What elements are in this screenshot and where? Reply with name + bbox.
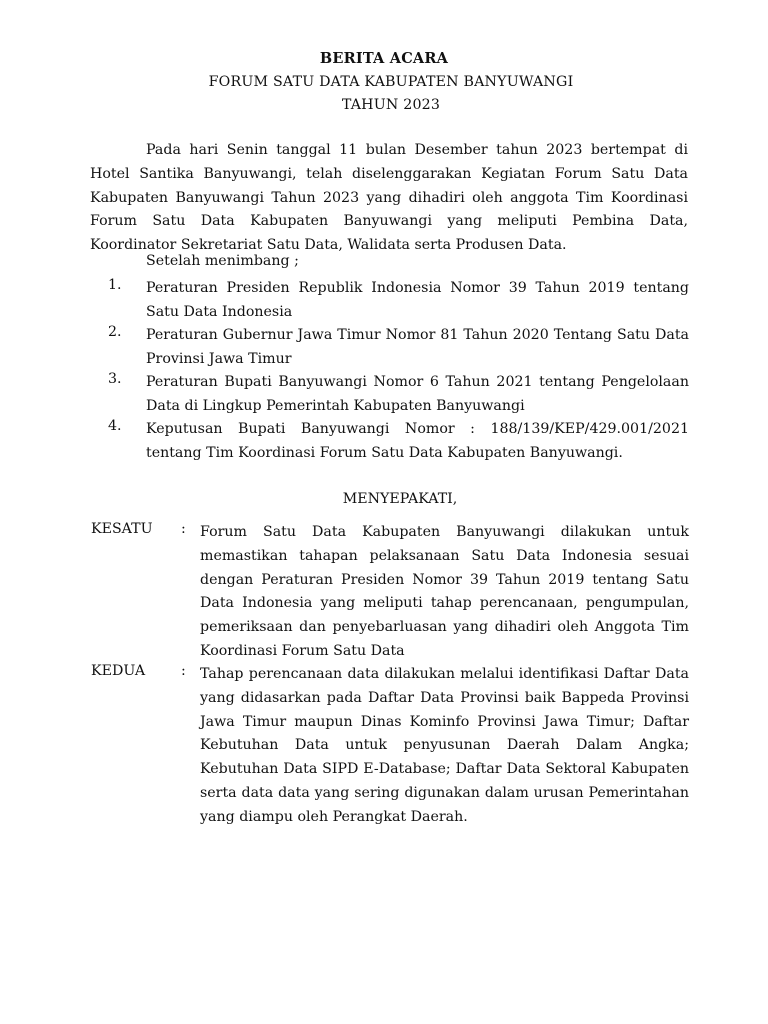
- list-item-text: Peraturan Bupati Banyuwangi Nomor 6 Tahun 2021 tentang Pengelolaan Data di Lingkup Pemerintah Kabupaten Banyuwangi: [146, 374, 689, 414]
- list-item: [0, 277, 768, 324]
- list-item: [0, 371, 768, 418]
- list-item-number: 4.: [108, 418, 122, 434]
- opening-paragraph: Pada hari Senin tanggal 11 bulan Desember tahun 2023 bertempat di Hotel Santika Banyuwangi, telah diselenggarakan Kegiatan Forum Satu Data Kabupaten Banyuwangi Tahun 2023 yang dihadiri oleh anggota Tim Koordinasi Forum Satu Data Kabupaten Banyuwangi yang meliputi Pembina Data, Koordinator Sekretariat Satu Data, Walidata serta Produsen Data.: [90, 142, 688, 254]
- list-item-text: Keputusan Bupati Banyuwangi Nomor : 188/139/KEP/429.001/2021 tentang Tim Koordinasi Forum Satu Data Kabupaten Banyuwangi.: [146, 421, 689, 461]
- list-item-text: Peraturan Gubernur Jawa Timur Nomor 81 Tahun 2020 Tentang Satu Data Provinsi Jawa Timur: [146, 327, 689, 367]
- list-item: [0, 324, 768, 371]
- document-subtitle-year: TAHUN 2023: [341, 97, 441, 113]
- document-title: BERITA ACARA: [319, 50, 449, 67]
- decision-text: Forum Satu Data Kabupaten Banyuwangi dilakukan untuk memastikan tahapan pelaksanaan Satu Data Indonesia sesuai dengan Peraturan Presiden Nomor 39 Tahun 2019 tentang Satu Data Indonesia yang meliputi tahap perencanaan, pengumpulan, pemeriksaan dan penyebarluasan yang dihadiri oleh Anggota Tim Koordinasi Forum Satu Data: [200, 524, 689, 659]
- list-item-number: 2.: [108, 324, 122, 340]
- list-item-number: 3.: [108, 371, 122, 387]
- decision-label: KESATU: [91, 521, 153, 537]
- decision-kesatu: [0, 521, 768, 664]
- considering-label: Setelah menimbang ;: [146, 253, 299, 269]
- decision-text: Tahap perencanaan data dilakukan melalui identifikasi Daftar Data yang didasarkan pada Daftar Data Provinsi baik Bappeda Provinsi Jawa Timur maupun Dinas Kominfo Provinsi Jawa Timur; Daftar Kebutuhan Data untuk penyusunan Daerah Dalam Angka; Kebutuhan Data SIPD E-Database; Daftar Data Sektoral Kabupaten serta data data yang sering digunakan dalam urusan Pemerintahan yang diampu oleh Perangkat Daerah.: [200, 666, 689, 825]
- considerations-list: [0, 277, 768, 465]
- decision-label: KEDUA: [91, 663, 146, 679]
- decision-kedua: [0, 663, 768, 830]
- agreement-heading: MENYEPAKATI,: [342, 491, 458, 507]
- decision-colon: :: [181, 521, 186, 537]
- decision-colon: :: [181, 663, 186, 679]
- list-item-number: 1.: [108, 277, 122, 293]
- list-item: [0, 418, 768, 465]
- list-item-text: Peraturan Presiden Republik Indonesia Nomor 39 Tahun 2019 tentang Satu Data Indonesia: [146, 280, 689, 320]
- document-subtitle-forum: FORUM SATU DATA KABUPATEN BANYUWANGI: [208, 74, 574, 90]
